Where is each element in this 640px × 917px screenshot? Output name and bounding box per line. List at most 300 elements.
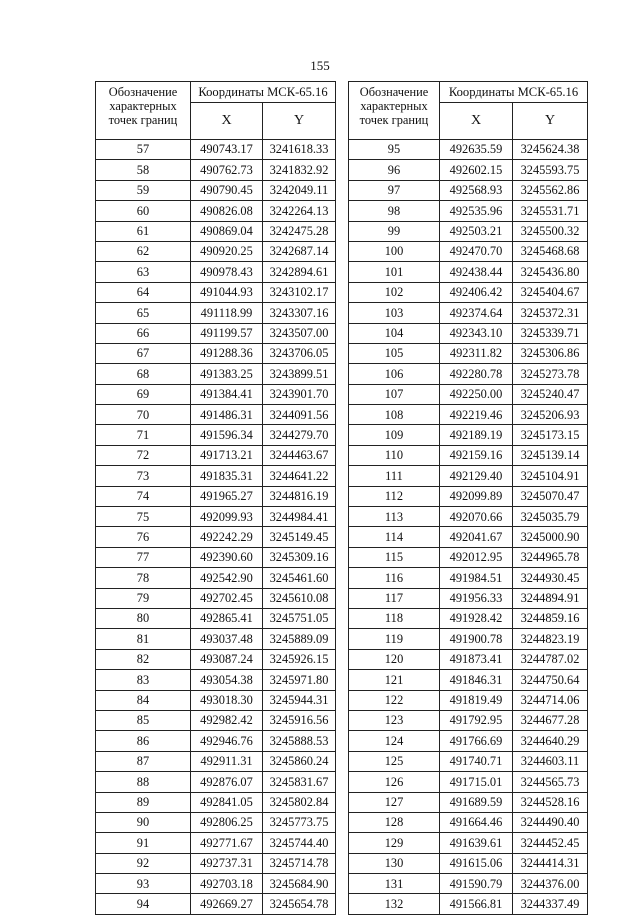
coordinates-table-right bbox=[348, 81, 588, 915]
table-row bbox=[96, 751, 336, 771]
y-coordinate-cell: 3245500.32 bbox=[513, 221, 588, 241]
x-coordinate-cell: 492250.00 bbox=[440, 384, 513, 404]
point-number-cell: 77 bbox=[96, 547, 191, 567]
point-number-cell: 96 bbox=[349, 160, 440, 180]
y-coordinate-cell: 3244463.67 bbox=[263, 445, 336, 465]
table-row bbox=[96, 527, 336, 547]
point-label-line: Обозначение bbox=[108, 85, 178, 99]
page-number: 155 bbox=[310, 58, 330, 73]
y-coordinate-cell: 3244565.73 bbox=[513, 772, 588, 792]
point-number-cell: 84 bbox=[96, 690, 191, 710]
x-coordinate-cell: 491689.59 bbox=[440, 792, 513, 812]
point-number-cell: 88 bbox=[96, 772, 191, 792]
y-coordinate-cell: 3242475.28 bbox=[263, 221, 336, 241]
y-coordinate-cell: 3244279.70 bbox=[263, 425, 336, 445]
x-coordinate-cell: 491900.78 bbox=[440, 629, 513, 649]
y-coordinate-cell: 3245372.31 bbox=[513, 303, 588, 323]
point-number-cell: 115 bbox=[349, 547, 440, 567]
x-coordinate-cell: 491639.61 bbox=[440, 833, 513, 853]
x-coordinate-cell: 492242.29 bbox=[191, 527, 263, 547]
point-number-cell: 66 bbox=[96, 323, 191, 343]
table-row bbox=[349, 812, 588, 832]
point-number-cell: 119 bbox=[349, 629, 440, 649]
y-coordinate-cell: 3245000.90 bbox=[513, 527, 588, 547]
x-coordinate-cell: 491383.25 bbox=[191, 364, 263, 384]
x-coordinate-cell: 492311.82 bbox=[440, 343, 513, 363]
x-coordinate-cell: 492129.40 bbox=[440, 466, 513, 486]
table-row bbox=[349, 343, 588, 363]
point-number-cell: 72 bbox=[96, 445, 191, 465]
y-coordinate-cell: 3245309.16 bbox=[263, 547, 336, 567]
table-row bbox=[96, 731, 336, 751]
point-number-cell: 118 bbox=[349, 608, 440, 628]
point-number-cell: 126 bbox=[349, 772, 440, 792]
x-coordinate-cell: 492635.59 bbox=[440, 140, 513, 160]
y-coordinate-cell: 3245888.53 bbox=[263, 731, 336, 751]
y-coordinate-cell: 3245610.08 bbox=[263, 588, 336, 608]
point-number-cell: 60 bbox=[96, 201, 191, 221]
x-coordinate-cell: 490869.04 bbox=[191, 221, 263, 241]
x-coordinate-cell: 491486.31 bbox=[191, 405, 263, 425]
point-number-cell: 82 bbox=[96, 649, 191, 669]
x-coordinate-cell: 492390.60 bbox=[191, 547, 263, 567]
table-row bbox=[349, 160, 588, 180]
y-coordinate-cell: 3244816.19 bbox=[263, 486, 336, 506]
table-row bbox=[96, 384, 336, 404]
table-row bbox=[96, 262, 336, 282]
y-coordinate-cell: 3245773.75 bbox=[263, 812, 336, 832]
x-coordinate-cell: 491792.95 bbox=[440, 710, 513, 730]
table-row bbox=[96, 792, 336, 812]
x-coordinate-cell: 491118.99 bbox=[191, 303, 263, 323]
point-number-cell: 107 bbox=[349, 384, 440, 404]
point-label-line: характерных bbox=[109, 98, 177, 113]
x-coordinate-cell: 492041.67 bbox=[440, 527, 513, 547]
table-row bbox=[349, 710, 588, 730]
point-number-cell: 117 bbox=[349, 588, 440, 608]
y-coordinate-cell: 3244677.28 bbox=[513, 710, 588, 730]
table-row bbox=[349, 608, 588, 628]
point-number-cell: 124 bbox=[349, 731, 440, 751]
y-header: Y bbox=[263, 103, 336, 140]
x-coordinate-cell: 491766.69 bbox=[440, 731, 513, 751]
table-row bbox=[349, 772, 588, 792]
x-coordinate-cell: 490978.43 bbox=[191, 262, 263, 282]
x-coordinate-cell: 491873.41 bbox=[440, 649, 513, 669]
y-coordinate-cell: 3244930.45 bbox=[513, 568, 588, 588]
x-coordinate-cell: 492099.93 bbox=[191, 507, 263, 527]
y-coordinate-cell: 3245404.67 bbox=[513, 282, 588, 302]
point-number-cell: 79 bbox=[96, 588, 191, 608]
x-coordinate-cell: 491615.06 bbox=[440, 853, 513, 873]
point-number-cell: 85 bbox=[96, 710, 191, 730]
x-coordinate-cell: 491819.49 bbox=[440, 690, 513, 710]
x-coordinate-cell: 491846.31 bbox=[440, 670, 513, 690]
point-number-cell: 131 bbox=[349, 874, 440, 894]
x-coordinate-cell: 492982.42 bbox=[191, 710, 263, 730]
x-coordinate-cell: 492535.96 bbox=[440, 201, 513, 221]
table-row bbox=[349, 874, 588, 894]
x-coordinate-cell: 492406.42 bbox=[440, 282, 513, 302]
point-number-cell: 102 bbox=[349, 282, 440, 302]
y-coordinate-cell: 3245273.78 bbox=[513, 364, 588, 384]
point-number-cell: 114 bbox=[349, 527, 440, 547]
y-coordinate-cell: 3245461.60 bbox=[263, 568, 336, 588]
point-number-cell: 94 bbox=[96, 894, 191, 914]
y-coordinate-cell: 3244091.56 bbox=[263, 405, 336, 425]
point-number-cell: 58 bbox=[96, 160, 191, 180]
table-row bbox=[349, 140, 588, 160]
x-coordinate-cell: 490920.25 bbox=[191, 241, 263, 261]
point-number-cell: 105 bbox=[349, 343, 440, 363]
table-row bbox=[349, 894, 588, 914]
point-number-cell: 92 bbox=[96, 853, 191, 873]
x-coordinate-cell: 492438.44 bbox=[440, 262, 513, 282]
table-row bbox=[96, 364, 336, 384]
x-coordinate-cell: 492841.05 bbox=[191, 792, 263, 812]
x-coordinate-cell: 492542.90 bbox=[191, 568, 263, 588]
table-row bbox=[96, 853, 336, 873]
point-number-cell: 108 bbox=[349, 405, 440, 425]
point-number-cell: 76 bbox=[96, 527, 191, 547]
point-number-cell: 59 bbox=[96, 180, 191, 200]
table-row bbox=[96, 568, 336, 588]
table-row bbox=[96, 833, 336, 853]
y-coordinate-cell: 3242894.61 bbox=[263, 262, 336, 282]
y-coordinate-cell: 3242264.13 bbox=[263, 201, 336, 221]
y-coordinate-cell: 3243307.16 bbox=[263, 303, 336, 323]
x-coordinate-cell: 491715.01 bbox=[440, 772, 513, 792]
table-row bbox=[96, 303, 336, 323]
table-row bbox=[96, 486, 336, 506]
y-coordinate-cell: 3244965.78 bbox=[513, 547, 588, 567]
y-coordinate-cell: 3245436.80 bbox=[513, 262, 588, 282]
point-number-cell: 86 bbox=[96, 731, 191, 751]
y-coordinate-cell: 3245714.78 bbox=[263, 853, 336, 873]
table-row bbox=[349, 527, 588, 547]
y-coordinate-cell: 3244714.06 bbox=[513, 690, 588, 710]
table-row bbox=[96, 180, 336, 200]
table-row bbox=[349, 405, 588, 425]
y-coordinate-cell: 3245104.91 bbox=[513, 466, 588, 486]
y-coordinate-cell: 3245306.86 bbox=[513, 343, 588, 363]
y-coordinate-cell: 3245944.31 bbox=[263, 690, 336, 710]
point-number-cell: 99 bbox=[349, 221, 440, 241]
table-row bbox=[349, 180, 588, 200]
point-number-cell: 103 bbox=[349, 303, 440, 323]
point-number-cell: 98 bbox=[349, 201, 440, 221]
table-row bbox=[96, 629, 336, 649]
x-coordinate-cell: 492669.27 bbox=[191, 894, 263, 914]
table-row bbox=[96, 670, 336, 690]
y-coordinate-cell: 3245889.09 bbox=[263, 629, 336, 649]
y-coordinate-cell: 3244490.40 bbox=[513, 812, 588, 832]
point-number-cell: 65 bbox=[96, 303, 191, 323]
y-coordinate-cell: 3242687.14 bbox=[263, 241, 336, 261]
table-row bbox=[349, 466, 588, 486]
table-row bbox=[349, 303, 588, 323]
coords-header: Координаты МСК-65.16 bbox=[191, 82, 336, 103]
table-row bbox=[349, 486, 588, 506]
table-row bbox=[349, 282, 588, 302]
point-number-cell: 120 bbox=[349, 649, 440, 669]
point-number-cell: 67 bbox=[96, 343, 191, 363]
y-coordinate-cell: 3245240.47 bbox=[513, 384, 588, 404]
y-coordinate-cell: 3245802.84 bbox=[263, 792, 336, 812]
y-coordinate-cell: 3243102.17 bbox=[263, 282, 336, 302]
x-coordinate-cell: 490790.45 bbox=[191, 180, 263, 200]
point-number-cell: 101 bbox=[349, 262, 440, 282]
y-coordinate-cell: 3242049.11 bbox=[263, 180, 336, 200]
table-row bbox=[96, 160, 336, 180]
table-row bbox=[96, 405, 336, 425]
table-row bbox=[349, 547, 588, 567]
x-coordinate-cell: 491956.33 bbox=[440, 588, 513, 608]
point-number-cell: 80 bbox=[96, 608, 191, 628]
y-coordinate-cell: 3244337.49 bbox=[513, 894, 588, 914]
x-coordinate-cell: 492503.21 bbox=[440, 221, 513, 241]
y-coordinate-cell: 3244641.22 bbox=[263, 466, 336, 486]
point-number-cell: 111 bbox=[349, 466, 440, 486]
y-coordinate-cell: 3245339.71 bbox=[513, 323, 588, 343]
point-label-header bbox=[96, 82, 191, 140]
x-coordinate-cell: 491740.71 bbox=[440, 751, 513, 771]
point-number-cell: 69 bbox=[96, 384, 191, 404]
y-coordinate-cell: 3245624.38 bbox=[513, 140, 588, 160]
y-coordinate-cell: 3244894.91 bbox=[513, 588, 588, 608]
point-number-cell: 97 bbox=[349, 180, 440, 200]
table-row bbox=[349, 201, 588, 221]
x-coordinate-cell: 492876.07 bbox=[191, 772, 263, 792]
table-row bbox=[96, 507, 336, 527]
point-number-cell: 113 bbox=[349, 507, 440, 527]
y-coordinate-cell: 3245744.40 bbox=[263, 833, 336, 853]
x-coordinate-cell: 493037.48 bbox=[191, 629, 263, 649]
x-coordinate-cell: 491596.34 bbox=[191, 425, 263, 445]
table-row bbox=[96, 812, 336, 832]
point-number-cell: 130 bbox=[349, 853, 440, 873]
table-row bbox=[96, 425, 336, 445]
x-coordinate-cell: 492343.10 bbox=[440, 323, 513, 343]
y-coordinate-cell: 3244640.29 bbox=[513, 731, 588, 751]
point-label-line: точек границ bbox=[359, 112, 429, 127]
x-coordinate-cell: 492911.31 bbox=[191, 751, 263, 771]
y-coordinate-cell: 3245831.67 bbox=[263, 772, 336, 792]
x-coordinate-cell: 492280.78 bbox=[440, 364, 513, 384]
x-coordinate-cell: 491664.46 bbox=[440, 812, 513, 832]
x-coordinate-cell: 490826.08 bbox=[191, 201, 263, 221]
y-coordinate-cell: 3245149.45 bbox=[263, 527, 336, 547]
point-number-cell: 70 bbox=[96, 405, 191, 425]
table-row bbox=[96, 466, 336, 486]
x-coordinate-cell: 491835.31 bbox=[191, 466, 263, 486]
x-coordinate-cell: 492806.25 bbox=[191, 812, 263, 832]
point-number-cell: 73 bbox=[96, 466, 191, 486]
y-coordinate-cell: 3243507.00 bbox=[263, 323, 336, 343]
x-coordinate-cell: 491044.93 bbox=[191, 282, 263, 302]
y-coordinate-cell: 3244414.31 bbox=[513, 853, 588, 873]
point-number-cell: 87 bbox=[96, 751, 191, 771]
point-number-cell: 91 bbox=[96, 833, 191, 853]
y-coordinate-cell: 3244823.19 bbox=[513, 629, 588, 649]
x-coordinate-cell: 492470.70 bbox=[440, 241, 513, 261]
point-number-cell: 104 bbox=[349, 323, 440, 343]
point-number-cell: 61 bbox=[96, 221, 191, 241]
x-coordinate-cell: 491288.36 bbox=[191, 343, 263, 363]
x-coordinate-cell: 492865.41 bbox=[191, 608, 263, 628]
y-coordinate-cell: 3245035.79 bbox=[513, 507, 588, 527]
point-number-cell: 93 bbox=[96, 874, 191, 894]
y-coordinate-cell: 3244984.41 bbox=[263, 507, 336, 527]
table-row bbox=[96, 201, 336, 221]
table-row bbox=[349, 853, 588, 873]
table-row bbox=[349, 241, 588, 261]
table-row bbox=[96, 690, 336, 710]
y-coordinate-cell: 3245971.80 bbox=[263, 670, 336, 690]
y-coordinate-cell: 3243706.05 bbox=[263, 343, 336, 363]
table-row bbox=[349, 445, 588, 465]
y-coordinate-cell: 3244376.00 bbox=[513, 874, 588, 894]
x-coordinate-cell: 491566.81 bbox=[440, 894, 513, 914]
y-coordinate-cell: 3245926.15 bbox=[263, 649, 336, 669]
point-number-cell: 100 bbox=[349, 241, 440, 261]
y-coordinate-cell: 3245139.14 bbox=[513, 445, 588, 465]
table-row bbox=[349, 649, 588, 669]
point-number-cell: 75 bbox=[96, 507, 191, 527]
table-row bbox=[349, 792, 588, 812]
point-number-cell: 129 bbox=[349, 833, 440, 853]
x-coordinate-cell: 492703.18 bbox=[191, 874, 263, 894]
point-label-line: точек границ bbox=[108, 112, 178, 127]
point-label-line: Обозначение bbox=[359, 85, 429, 99]
point-number-cell: 78 bbox=[96, 568, 191, 588]
table-row bbox=[349, 568, 588, 588]
table-row bbox=[349, 221, 588, 241]
table-row bbox=[96, 241, 336, 261]
table-row bbox=[349, 507, 588, 527]
point-number-cell: 89 bbox=[96, 792, 191, 812]
point-number-cell: 123 bbox=[349, 710, 440, 730]
table-row bbox=[349, 629, 588, 649]
point-number-cell: 63 bbox=[96, 262, 191, 282]
y-coordinate-cell: 3245593.75 bbox=[513, 160, 588, 180]
point-label-line: характерных bbox=[360, 98, 428, 113]
table-row bbox=[96, 772, 336, 792]
table-row bbox=[96, 894, 336, 914]
y-coordinate-cell: 3245751.05 bbox=[263, 608, 336, 628]
point-number-cell: 68 bbox=[96, 364, 191, 384]
y-coordinate-cell: 3245070.47 bbox=[513, 486, 588, 506]
table-row bbox=[96, 140, 336, 160]
x-coordinate-cell: 492189.19 bbox=[440, 425, 513, 445]
y-header: Y bbox=[513, 103, 588, 140]
point-number-cell: 64 bbox=[96, 282, 191, 302]
x-coordinate-cell: 492012.95 bbox=[440, 547, 513, 567]
x-coordinate-cell: 492602.15 bbox=[440, 160, 513, 180]
x-coordinate-cell: 491713.21 bbox=[191, 445, 263, 465]
y-coordinate-cell: 3245468.68 bbox=[513, 241, 588, 261]
point-number-cell: 83 bbox=[96, 670, 191, 690]
y-coordinate-cell: 3245206.93 bbox=[513, 405, 588, 425]
point-number-cell: 62 bbox=[96, 241, 191, 261]
x-coordinate-cell: 493054.38 bbox=[191, 670, 263, 690]
y-coordinate-cell: 3244859.16 bbox=[513, 608, 588, 628]
y-coordinate-cell: 3244452.45 bbox=[513, 833, 588, 853]
x-coordinate-cell: 491984.51 bbox=[440, 568, 513, 588]
x-coordinate-cell: 492070.66 bbox=[440, 507, 513, 527]
x-coordinate-cell: 491928.42 bbox=[440, 608, 513, 628]
coords-header: Координаты МСК-65.16 bbox=[440, 82, 588, 103]
y-coordinate-cell: 3241618.33 bbox=[263, 140, 336, 160]
y-coordinate-cell: 3243899.51 bbox=[263, 364, 336, 384]
x-coordinate-cell: 490762.73 bbox=[191, 160, 263, 180]
x-coordinate-cell: 493087.24 bbox=[191, 649, 263, 669]
point-number-cell: 128 bbox=[349, 812, 440, 832]
table-row bbox=[349, 364, 588, 384]
point-number-cell: 109 bbox=[349, 425, 440, 445]
table-row bbox=[96, 649, 336, 669]
y-coordinate-cell: 3244528.16 bbox=[513, 792, 588, 812]
table-row bbox=[96, 323, 336, 343]
point-number-cell: 127 bbox=[349, 792, 440, 812]
table-row bbox=[349, 425, 588, 445]
table-row bbox=[96, 547, 336, 567]
table-row bbox=[349, 384, 588, 404]
y-coordinate-cell: 3245654.78 bbox=[263, 894, 336, 914]
point-number-cell: 110 bbox=[349, 445, 440, 465]
point-number-cell: 57 bbox=[96, 140, 191, 160]
table-row bbox=[96, 608, 336, 628]
table-row bbox=[96, 588, 336, 608]
table-row bbox=[349, 833, 588, 853]
table-row bbox=[96, 874, 336, 894]
table-row bbox=[96, 343, 336, 363]
point-number-cell: 121 bbox=[349, 670, 440, 690]
table-row bbox=[349, 690, 588, 710]
x-coordinate-cell: 492568.93 bbox=[440, 180, 513, 200]
point-number-cell: 122 bbox=[349, 690, 440, 710]
y-coordinate-cell: 3244787.02 bbox=[513, 649, 588, 669]
y-coordinate-cell: 3244603.11 bbox=[513, 751, 588, 771]
y-coordinate-cell: 3241832.92 bbox=[263, 160, 336, 180]
x-coordinate-cell: 492946.76 bbox=[191, 731, 263, 751]
table-row bbox=[349, 670, 588, 690]
x-coordinate-cell: 492771.67 bbox=[191, 833, 263, 853]
x-coordinate-cell: 492702.45 bbox=[191, 588, 263, 608]
y-coordinate-cell: 3245916.56 bbox=[263, 710, 336, 730]
x-header: X bbox=[440, 103, 513, 140]
table-row bbox=[349, 751, 588, 771]
x-coordinate-cell: 491590.79 bbox=[440, 874, 513, 894]
point-number-cell: 81 bbox=[96, 629, 191, 649]
x-coordinate-cell: 492219.46 bbox=[440, 405, 513, 425]
table-row bbox=[349, 588, 588, 608]
x-header: X bbox=[191, 103, 263, 140]
point-number-cell: 95 bbox=[349, 140, 440, 160]
x-coordinate-cell: 491965.27 bbox=[191, 486, 263, 506]
y-coordinate-cell: 3243901.70 bbox=[263, 384, 336, 404]
point-number-cell: 112 bbox=[349, 486, 440, 506]
x-coordinate-cell: 492737.31 bbox=[191, 853, 263, 873]
table-row bbox=[349, 262, 588, 282]
table-row bbox=[96, 445, 336, 465]
x-coordinate-cell: 492099.89 bbox=[440, 486, 513, 506]
x-coordinate-cell: 491199.57 bbox=[191, 323, 263, 343]
table-row bbox=[96, 221, 336, 241]
point-number-cell: 90 bbox=[96, 812, 191, 832]
point-number-cell: 132 bbox=[349, 894, 440, 914]
y-coordinate-cell: 3245531.71 bbox=[513, 201, 588, 221]
